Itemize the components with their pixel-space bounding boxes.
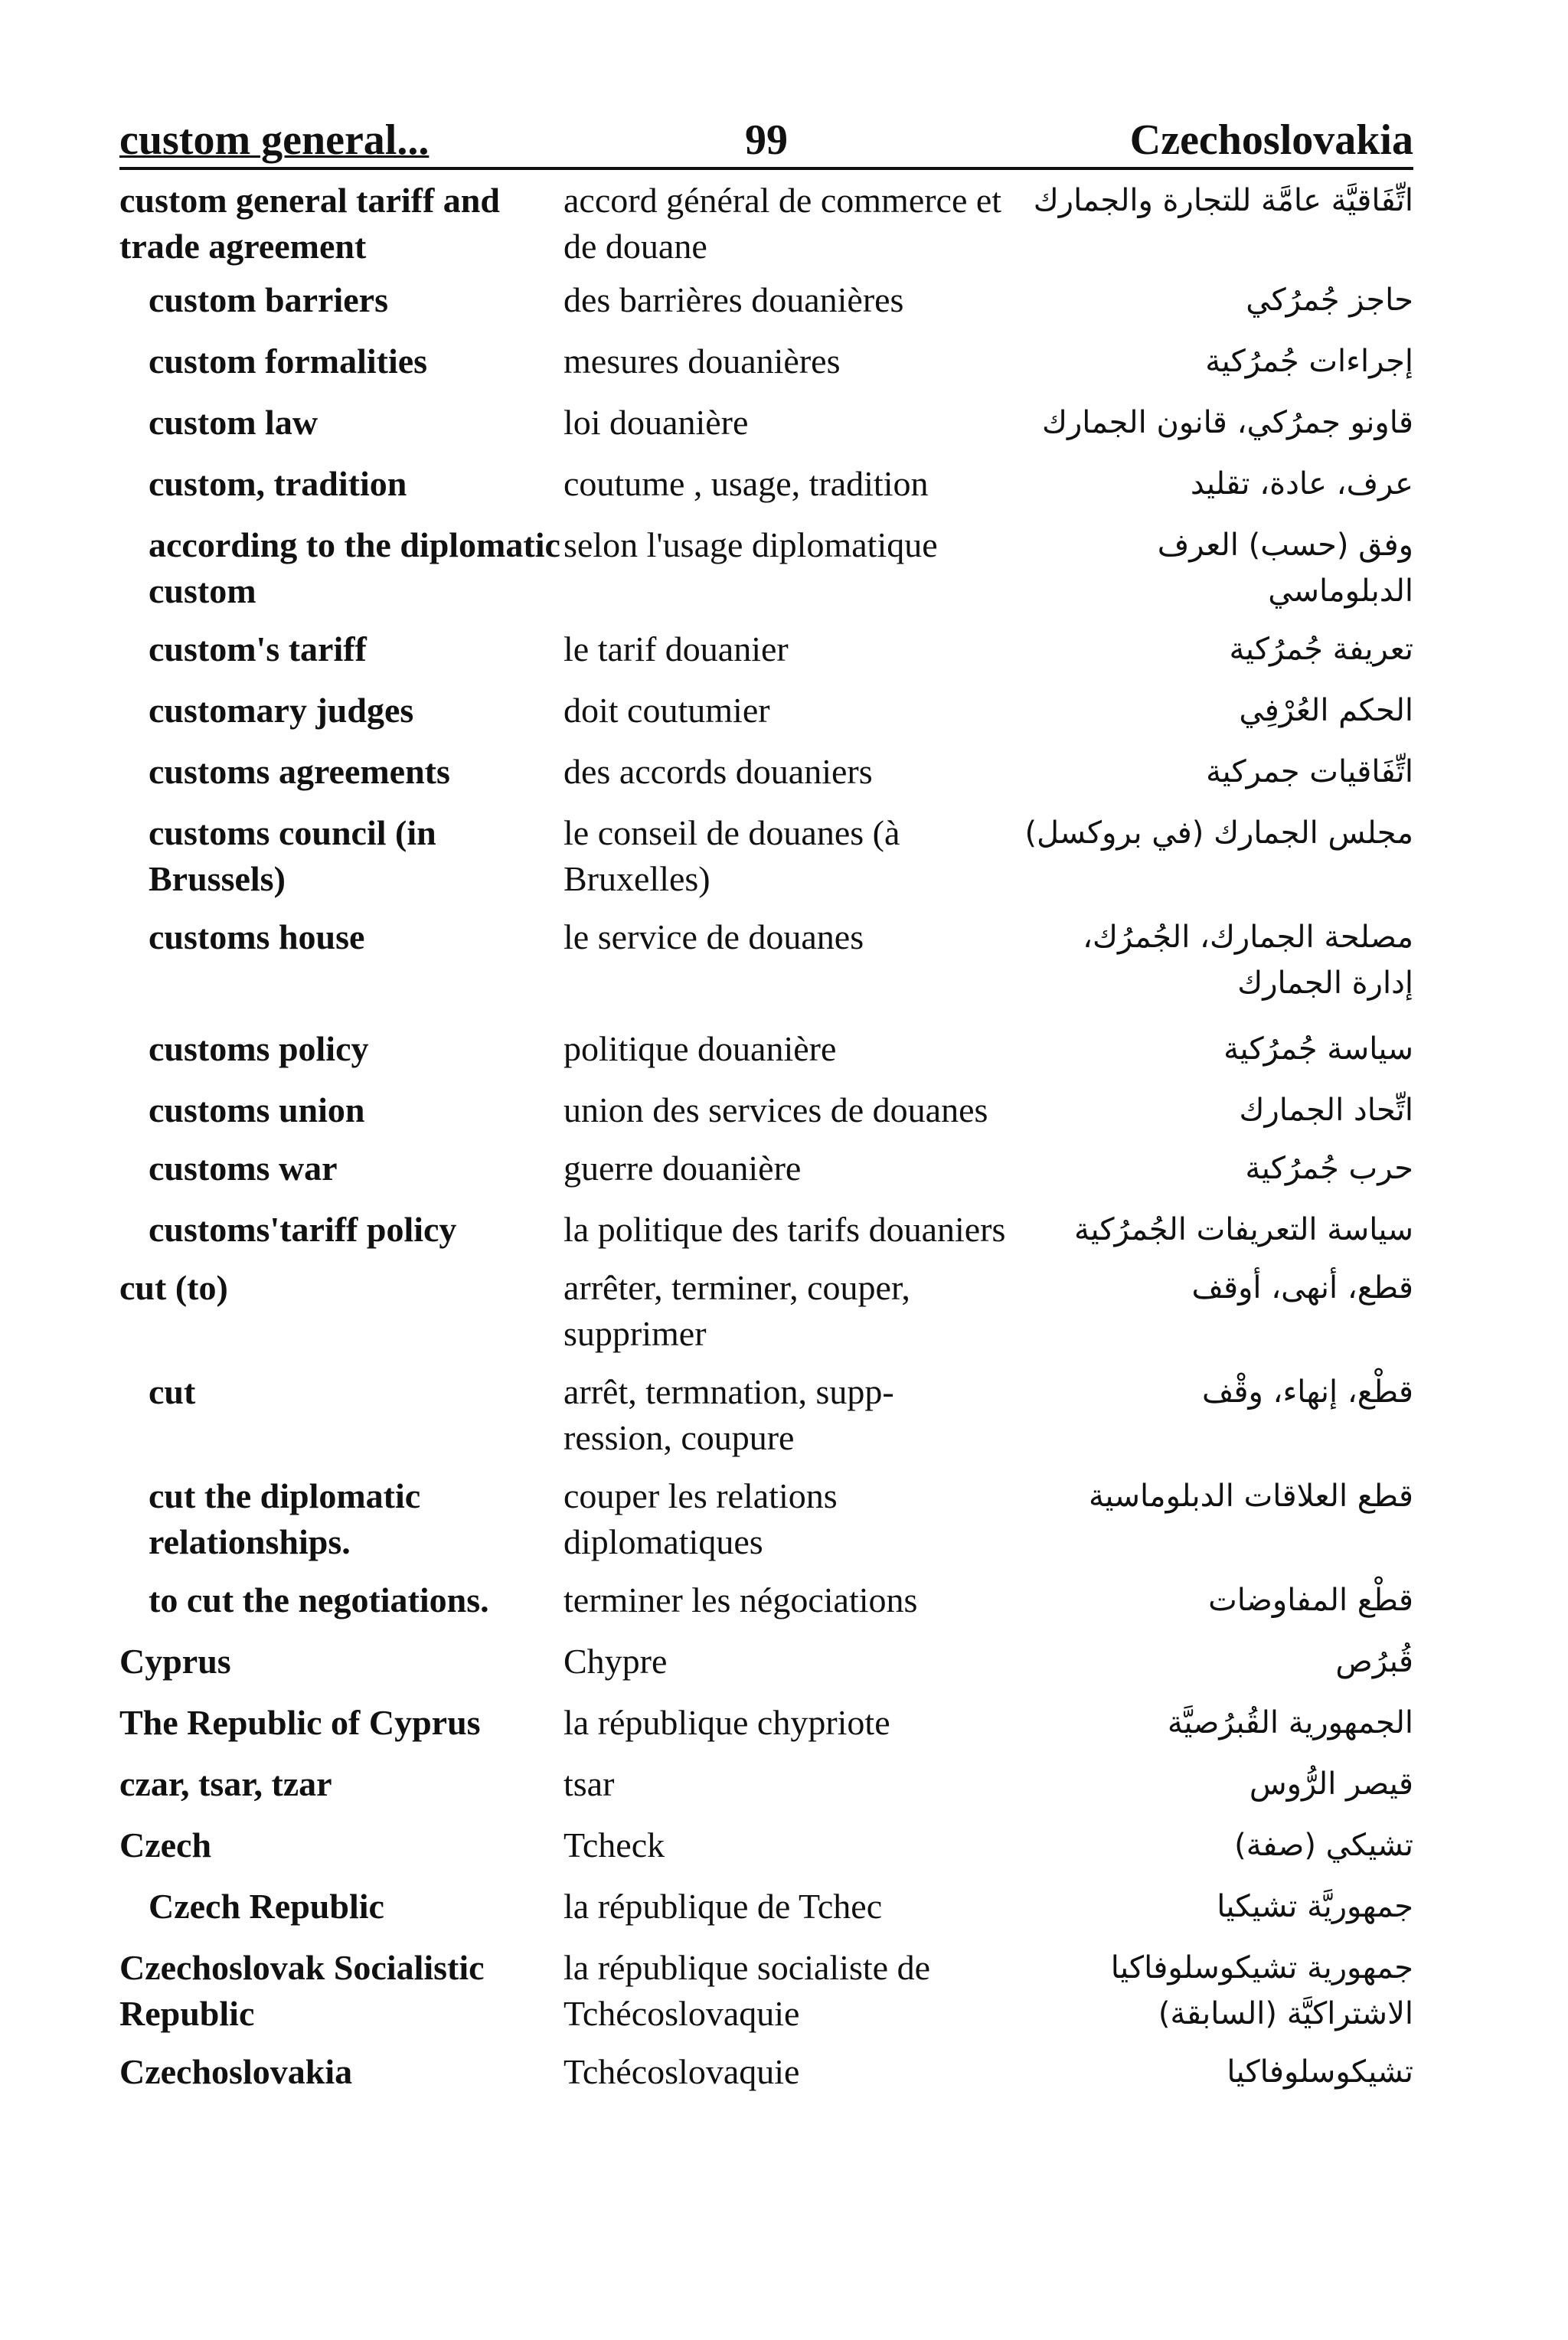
entry-row: [119, 1761, 1413, 1807]
french-translation: arrêt, termnation, supp- ression, coupure: [564, 1372, 894, 1457]
french-translation: loi douanière: [564, 403, 749, 442]
page-number: 99: [745, 116, 788, 164]
entry-row: [119, 1026, 1413, 1072]
arabic-translation: قُبرُص: [1335, 1644, 1413, 1679]
english-term: customs house: [149, 917, 365, 956]
entry-row: [119, 1577, 1413, 1623]
arabic-translation: حرب جُمرُكية: [1245, 1151, 1413, 1186]
entry-row: [119, 178, 1413, 270]
arabic-translation: اتِّحاد الجمارك: [1239, 1093, 1413, 1128]
arabic-translation: سياسة التعريفات الجُمرُكية: [1074, 1212, 1413, 1247]
english-term: customs union: [149, 1090, 365, 1129]
entry-row: [119, 1945, 1413, 2037]
english-term: Czech Republic: [149, 1887, 384, 1926]
english-term: Czechoslovakia: [119, 2052, 353, 2091]
french-translation: Tcheck: [564, 1825, 665, 1864]
arabic-translation: قطْع، إنهاء، وقْف: [1202, 1374, 1413, 1410]
english-term: cut: [149, 1372, 196, 1411]
french-translation: tsar: [564, 1764, 615, 1803]
arabic-translation: قاونو جمرُكي، قانون الجمارك: [1042, 405, 1413, 440]
french-translation: coutume , usage, tradition: [564, 464, 929, 503]
french-translation: mesures douanières: [564, 342, 841, 381]
page-header: [119, 113, 1413, 170]
entry-row: [119, 338, 1413, 384]
arabic-translation: قطْع المفاوضات: [1208, 1583, 1413, 1618]
arabic-translation: اتِّفَاقيات جمركية: [1206, 754, 1413, 789]
english-term: cut the diplomatic relationships.: [149, 1476, 421, 1561]
entry-row: [119, 749, 1413, 795]
arabic-translation: حاجز جُمرُكي: [1246, 283, 1413, 318]
english-term: Czech: [119, 1825, 212, 1864]
entry-row: [119, 1145, 1413, 1191]
arabic-translation: الجمهورية القُبرُصيَّة: [1167, 1705, 1413, 1740]
entry-row: [119, 1700, 1413, 1746]
french-translation: la république socialiste de Tchécoslovaquie: [564, 1948, 931, 2033]
arabic-translation: تشيكوسلوفاكيا: [1227, 2054, 1413, 2090]
entry-row: [119, 1207, 1413, 1253]
french-translation: couper les relations diplomatiques: [564, 1476, 838, 1561]
entry-row: [119, 461, 1413, 507]
entry-row: [119, 277, 1413, 323]
entry-row: [119, 1265, 1413, 1357]
french-translation: Chypre: [564, 1642, 668, 1681]
entry-list: [119, 178, 1413, 2095]
arabic-translation: سياسة جُمرُكية: [1223, 1031, 1413, 1067]
english-term: Czechoslovak Socialistic Republic: [119, 1948, 485, 2033]
arabic-translation: إجراءات جُمرُكية: [1205, 344, 1413, 379]
header-last-entry: Czechoslovakia: [1129, 116, 1413, 164]
french-translation: selon l'usage diplomatique: [564, 525, 938, 564]
english-term: customs agreements: [149, 752, 450, 791]
french-translation: le tarif douanier: [564, 629, 789, 668]
entry-row: [119, 522, 1413, 614]
entry-row: [119, 1822, 1413, 1868]
arabic-translation: مصلحة الجمارك، الجُمرُك، إدارة الجمارك: [1083, 920, 1413, 1001]
arabic-translation: عرف، عادة، تقليد: [1190, 466, 1413, 502]
arabic-translation: تعريفة جُمرُكية: [1229, 632, 1413, 667]
french-translation: terminer les négociations: [564, 1580, 918, 1619]
english-term: custom general tariff and trade agreement: [119, 181, 500, 266]
header-first-entry: custom general...: [119, 116, 430, 164]
french-translation: politique douanière: [564, 1029, 837, 1068]
french-translation: des accords douaniers: [564, 752, 873, 791]
english-term: custom formalities: [149, 342, 428, 381]
english-term: custom's tariff: [149, 629, 367, 668]
english-term: custom, tradition: [149, 464, 407, 503]
french-translation: la république chypriote: [564, 1703, 890, 1742]
french-translation: le service de douanes: [564, 917, 864, 956]
english-term: customs war: [149, 1149, 338, 1188]
french-translation: le conseil de douanes (à Bruxelles): [564, 813, 900, 898]
entry-row: [119, 1639, 1413, 1685]
arabic-translation: قيصر الرُّوس: [1249, 1766, 1413, 1802]
french-translation: la politique des tarifs douaniers: [564, 1210, 1006, 1249]
french-translation: arrêter, terminer, couper, supprimer: [564, 1268, 910, 1353]
english-term: custom barriers: [149, 280, 388, 319]
english-term: cut (to): [119, 1268, 228, 1307]
entry-row: [119, 1473, 1413, 1565]
english-term: customs policy: [149, 1029, 369, 1068]
arabic-translation: اتِّفَاقيَّة عامَّة للتجارة والجمارك: [1033, 183, 1413, 218]
arabic-translation: وفق (حسب) العرف الدبلوماسي: [1157, 528, 1413, 609]
english-term: custom law: [149, 403, 318, 442]
french-translation: des barrières douanières: [564, 280, 904, 319]
arabic-translation: جمهوريَّة تشيكيا: [1217, 1889, 1413, 1924]
entry-row: [119, 688, 1413, 734]
entry-row: [119, 400, 1413, 446]
english-term: customary judges: [149, 691, 414, 730]
arabic-translation: مجلس الجمارك (في بروكسل): [1024, 815, 1413, 851]
english-term: to cut the negotiations.: [149, 1580, 489, 1619]
arabic-translation: قطع، أنهى، أوقف: [1191, 1270, 1413, 1306]
french-translation: Tchécoslovaquie: [564, 2052, 800, 2091]
entry-row: [119, 1087, 1413, 1133]
english-term: Cyprus: [119, 1642, 231, 1681]
entry-row: [119, 626, 1413, 672]
french-translation: doit coutumier: [564, 691, 770, 730]
arabic-translation: قطع العلاقات الدبلوماسية: [1088, 1479, 1413, 1514]
entry-row: [119, 810, 1413, 902]
entry-row: [119, 2049, 1413, 2095]
entry-row: [119, 914, 1413, 1006]
arabic-translation: جمهورية تشيكوسلوفاكيا الاشتراكيَّة (السابقة): [1110, 1950, 1413, 2031]
french-translation: union des services de douanes: [564, 1090, 988, 1129]
english-term: according to the diplomatic custom: [149, 525, 560, 610]
french-translation: accord général de commerce et de douane: [564, 181, 1002, 266]
french-translation: guerre douanière: [564, 1149, 802, 1188]
english-term: customs'tariff policy: [149, 1210, 457, 1249]
entry-row: [119, 1884, 1413, 1930]
arabic-translation: تشيكي (صفة): [1234, 1828, 1413, 1863]
english-term: customs council (in Brussels): [149, 813, 436, 898]
french-translation: la république de Tchec: [564, 1887, 883, 1926]
english-term: czar, tsar, tzar: [119, 1764, 332, 1803]
entry-row: [119, 1369, 1413, 1461]
arabic-translation: الحكم العُرْفِي: [1239, 693, 1413, 728]
english-term: The Republic of Cyprus: [119, 1703, 481, 1742]
